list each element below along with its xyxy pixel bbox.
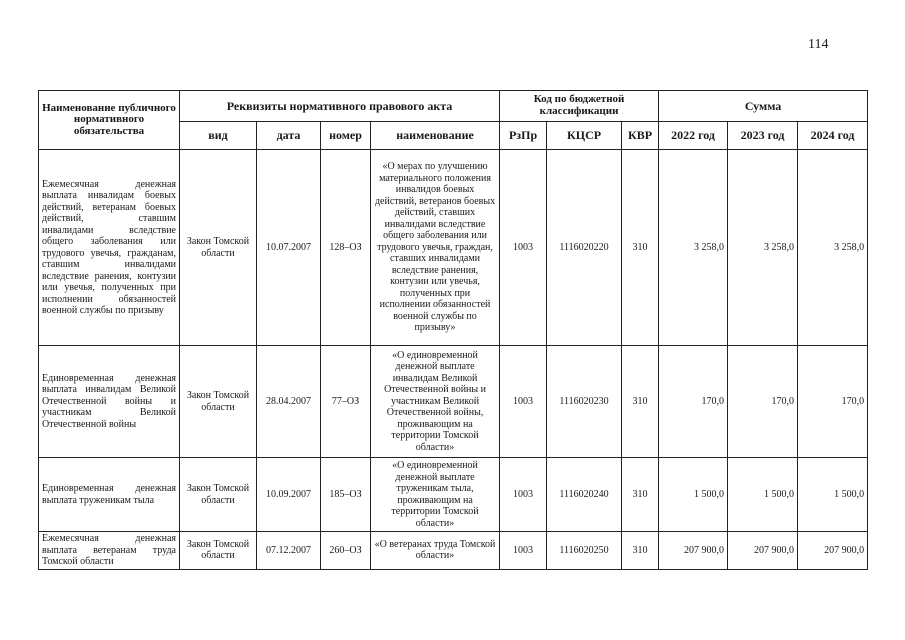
kvr-cell: 310 [622, 150, 659, 346]
obligation-name-cell: Единовременная денежная выплата труженикам тыла [39, 458, 180, 532]
act-type-cell: Закон Томской области [180, 346, 257, 458]
header-kcsr: КЦСР [547, 122, 622, 150]
header-title: наименование [371, 122, 500, 150]
amount-2022-cell: 170,0 [659, 346, 728, 458]
amount-2024-cell: 3 258,0 [798, 150, 868, 346]
header-2022: 2022 год [659, 122, 728, 150]
kvr-cell: 310 [622, 346, 659, 458]
act-number-cell: 185–ОЗ [321, 458, 371, 532]
kcsr-cell: 1116020220 [547, 150, 622, 346]
act-date-cell: 10.07.2007 [257, 150, 321, 346]
header-date: дата [257, 122, 321, 150]
act-date-cell: 07.12.2007 [257, 532, 321, 570]
act-number-cell: 260–ОЗ [321, 532, 371, 570]
obligation-name-cell: Ежемесячная денежная выплата инвалидам боевых действий, ветеранам боевых действий, ставшим инвалидами вследствие общего заболевания или трудового увечья, гражданам, ставшим инвалидами вследствие ранения, контузии или увечья, полученных при исполнении обязанностей военной службы по призыву [39, 150, 180, 346]
kcsr-cell: 1116020250 [547, 532, 622, 570]
amount-2023-cell: 207 900,0 [728, 532, 798, 570]
kvr-cell: 310 [622, 532, 659, 570]
header-2024: 2024 год [798, 122, 868, 150]
kcsr-cell: 1116020230 [547, 346, 622, 458]
table-row [39, 346, 868, 458]
act-title-cell: «О единовременной денежной выплате труженикам тыла, проживающим на территории Томской области» [371, 458, 500, 532]
act-title-cell: «О ветеранах труда Томской области» [371, 532, 500, 570]
obligation-name-cell: Единовременная денежная выплата инвалидам Великой Отечественной войны и участникам Великой Отечественной войны [39, 346, 180, 458]
amount-2024-cell: 207 900,0 [798, 532, 868, 570]
act-title-cell: «О единовременной денежной выплате инвалидам Великой Отечественной войны и участникам Великой Отечественной войны, проживающим на территории Томской области» [371, 346, 500, 458]
amount-2022-cell: 1 500,0 [659, 458, 728, 532]
header-type: вид [180, 122, 257, 150]
rzpr-cell: 1003 [500, 532, 547, 570]
rzpr-cell: 1003 [500, 346, 547, 458]
rzpr-cell: 1003 [500, 150, 547, 346]
kcsr-cell: 1116020240 [547, 458, 622, 532]
act-number-cell: 128–ОЗ [321, 150, 371, 346]
act-number-cell: 77–ОЗ [321, 346, 371, 458]
act-title-cell: «О мерах по улучшению материального положения инвалидов боевых действий, ветеранов боевых действий, ставших инвалидами вследствие общего заболевания или трудового увечья, граждан, ставших инвалидами вследствие ранения, контузии или увечья, полученных при исполнении обязанностей военной службы по призыву» [371, 150, 500, 346]
table-row [39, 458, 868, 532]
amount-2023-cell: 170,0 [728, 346, 798, 458]
act-date-cell: 10.09.2007 [257, 458, 321, 532]
amount-2022-cell: 207 900,0 [659, 532, 728, 570]
page-number: 114 [808, 37, 829, 52]
amount-2024-cell: 170,0 [798, 346, 868, 458]
header-act-details: Реквизиты нормативного правового акта [180, 91, 500, 122]
act-date-cell: 28.04.2007 [257, 346, 321, 458]
header-kvr: КВР [622, 122, 659, 150]
header-number: номер [321, 122, 371, 150]
header-budget-code: Код по бюджетной классификации [500, 91, 659, 122]
amount-2022-cell: 3 258,0 [659, 150, 728, 346]
act-type-cell: Закон Томской области [180, 532, 257, 570]
public-obligations-table [38, 90, 868, 570]
rzpr-cell: 1003 [500, 458, 547, 532]
header-2023: 2023 год [728, 122, 798, 150]
obligation-name-cell: Ежемесячная денежная выплата ветеранам труда Томской области [39, 532, 180, 570]
header-rzpr: РзПр [500, 122, 547, 150]
header-row-1 [39, 91, 868, 122]
amount-2024-cell: 1 500,0 [798, 458, 868, 532]
table-row [39, 532, 868, 570]
header-amount: Сумма [659, 91, 868, 122]
table-row [39, 150, 868, 346]
header-obligation-name: Наименование публичного нормативного обязательства [39, 91, 180, 150]
act-type-cell: Закон Томской области [180, 458, 257, 532]
amount-2023-cell: 1 500,0 [728, 458, 798, 532]
amount-2023-cell: 3 258,0 [728, 150, 798, 346]
kvr-cell: 310 [622, 458, 659, 532]
act-type-cell: Закон Томской области [180, 150, 257, 346]
